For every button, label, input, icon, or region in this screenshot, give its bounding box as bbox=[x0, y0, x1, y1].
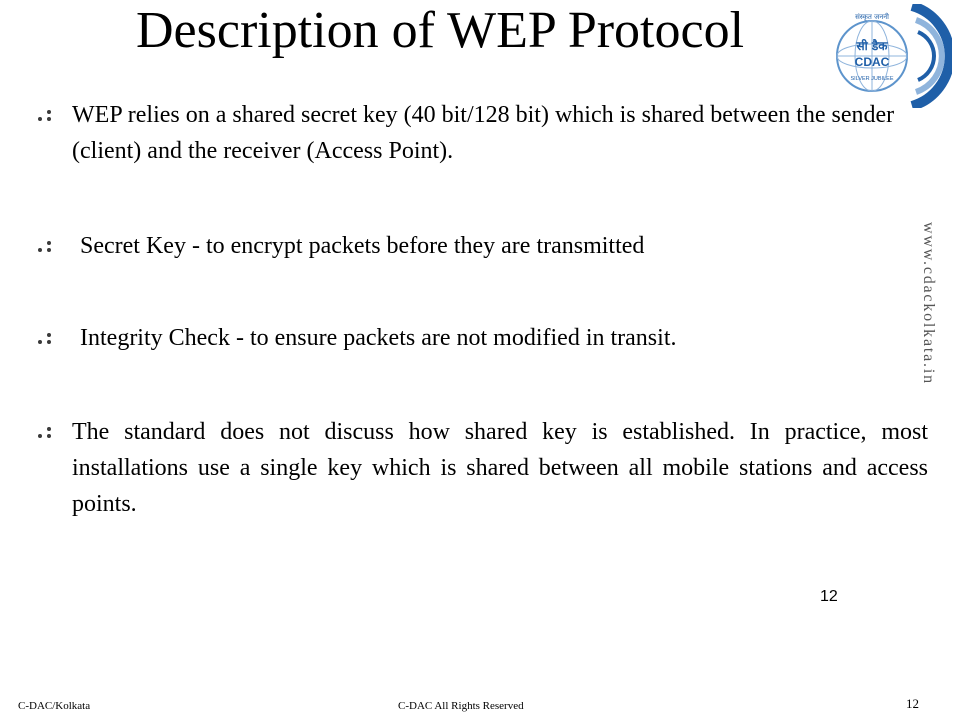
bullet-item bbox=[30, 97, 930, 177]
website-url-text: www.cdackolkata.in bbox=[920, 222, 937, 385]
footer-copyright: C-DAC All Rights Reserved bbox=[398, 700, 524, 712]
footer-page-number: 12 bbox=[906, 696, 919, 711]
slide-number: 12 bbox=[820, 588, 838, 605]
dotted-bullet-icon bbox=[36, 426, 54, 440]
bullet-text: WEP relies on a shared secret key (40 bit/128 bit) which is shared between the sender (client) and the receiver (Access Point). bbox=[72, 102, 895, 164]
slide-title: Description of WEP Protocol bbox=[136, 2, 745, 59]
logo-top-text: संस्कृत जननी bbox=[855, 13, 889, 21]
footer-org: C-DAC/Kolkata bbox=[18, 700, 91, 712]
bullet-item bbox=[30, 228, 930, 268]
logo-cdac-text: CDAC bbox=[854, 55, 890, 69]
bullet-text: The standard does not discuss how shared key is established. In practice, most installations use a single key which is shared between all mobile stations and access points. bbox=[72, 419, 928, 517]
bullet-text: Secret Key - to encrypt packets before they are transmitted bbox=[80, 233, 645, 259]
website-url bbox=[919, 222, 949, 408]
dotted-bullet-icon bbox=[36, 332, 54, 346]
dotted-bullet-icon bbox=[36, 240, 54, 254]
bullet-item bbox=[30, 414, 930, 534]
logo-jubilee-text: SILVER JUBILEE bbox=[850, 76, 894, 82]
logo-hindi-text: सी डैक bbox=[856, 39, 888, 53]
bullet-text: Integrity Check - to ensure packets are not modified in transit. bbox=[80, 325, 677, 351]
dotted-bullet-icon bbox=[36, 109, 54, 123]
bullet-item bbox=[30, 320, 930, 360]
